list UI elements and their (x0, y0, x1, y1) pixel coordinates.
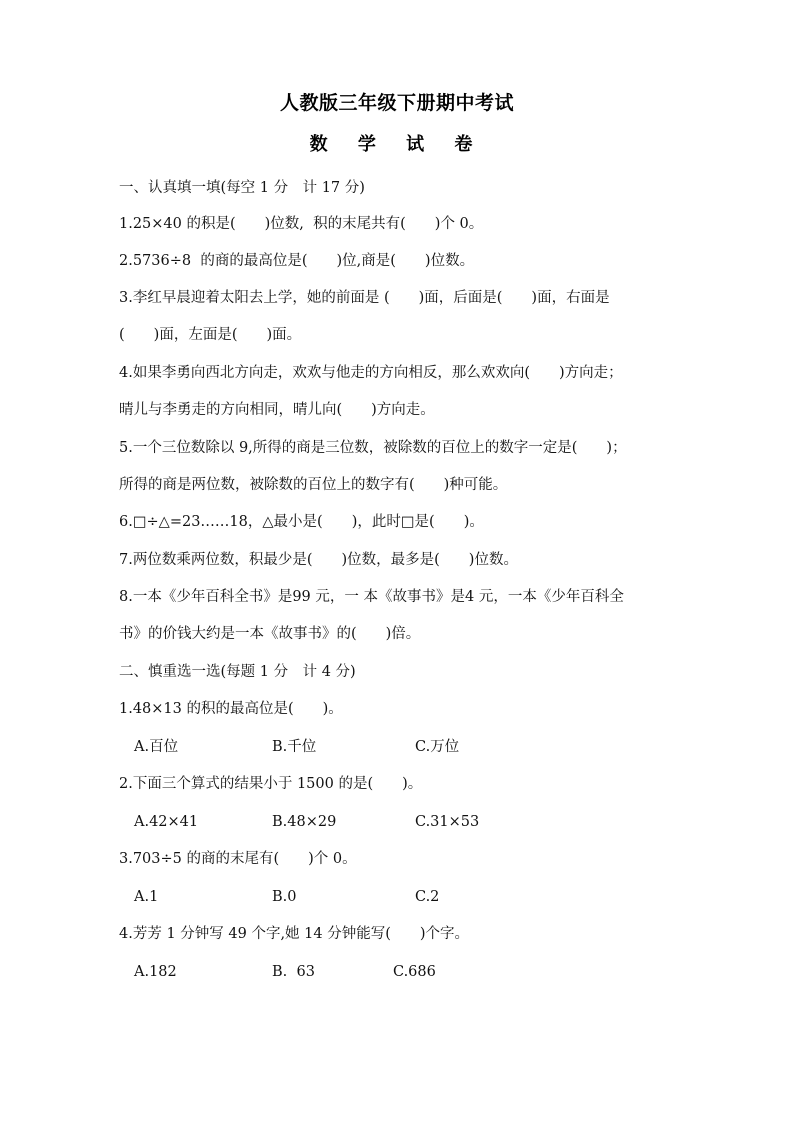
question-line: 3.李红早晨迎着太阳去上学，她的前面是 ( )面，后面是( )面，右面是 (119, 290, 610, 306)
option-c: C.31×53 (415, 814, 480, 830)
option-b: B. 63 (272, 964, 315, 980)
option-a: A.百位 (134, 739, 179, 755)
choice-question: 2.下面三个算式的结果小于 1500 的是( )。 (119, 776, 423, 792)
question-line: 所得的商是两位数，被除数的百位上的数字有( )种可能。 (119, 477, 508, 493)
question-line: 7.两位数乘两位数，积最少是( )位数，最多是( )位数。 (119, 552, 518, 568)
choice-question: 4.芳芳 1 分钟写 49 个字,她 14 分钟能写( )个字。 (119, 926, 470, 942)
option-a: A.182 (134, 964, 177, 980)
option-c: C.2 (415, 889, 440, 905)
page-subtitle: 数 学 试 卷 (309, 134, 485, 155)
question-line: 书》的价钱大约是一本《故事书》的( )倍。 (119, 626, 421, 642)
question-line: 5.一个三位数除以 9,所得的商是三位数，被除数的百位上的数字一定是( )； (119, 440, 627, 456)
question-line: 6.□÷△=23……18，△最小是( )，此时□是( )。 (119, 514, 484, 530)
option-c: C.万位 (415, 739, 460, 755)
section1-heading: 一、认真填一填(每空 1 分 计 17 分) (119, 180, 365, 196)
option-b: B.0 (272, 889, 297, 905)
question-line: 4.如果李勇向西北方向走，欢欢与他走的方向相反，那么欢欢向( )方向走； (119, 365, 623, 381)
question-line: 2.5736÷8 的商的最高位是( )位,商是( )位数。 (119, 253, 475, 269)
question-line: 1.25×40 的积是( )位数, 积的末尾共有( )个 0。 (119, 216, 484, 232)
question-line: 8.一本《少年百科全书》是99 元，一 本《故事书》是4 元，一本《少年百科全 (119, 589, 624, 605)
option-a: A.42×41 (134, 814, 199, 830)
question-line: 晴儿与李勇走的方向相同，晴儿向( )方向走。 (119, 402, 435, 418)
option-b: B.48×29 (272, 814, 337, 830)
option-a: A.1 (134, 889, 159, 905)
choice-question: 3.703÷5 的商的末尾有( )个 0。 (119, 851, 357, 867)
question-line: ( )面，左面是( )面。 (119, 327, 302, 343)
choice-question: 1.48×13 的积的最高位是( )。 (119, 701, 343, 717)
option-b: B.千位 (272, 739, 317, 755)
option-c: C.686 (393, 964, 436, 980)
page-title: 人教版三年级下册期中考试 (279, 92, 514, 114)
section2-heading: 二、慎重选一选(每题 1 分 计 4 分) (119, 664, 356, 680)
